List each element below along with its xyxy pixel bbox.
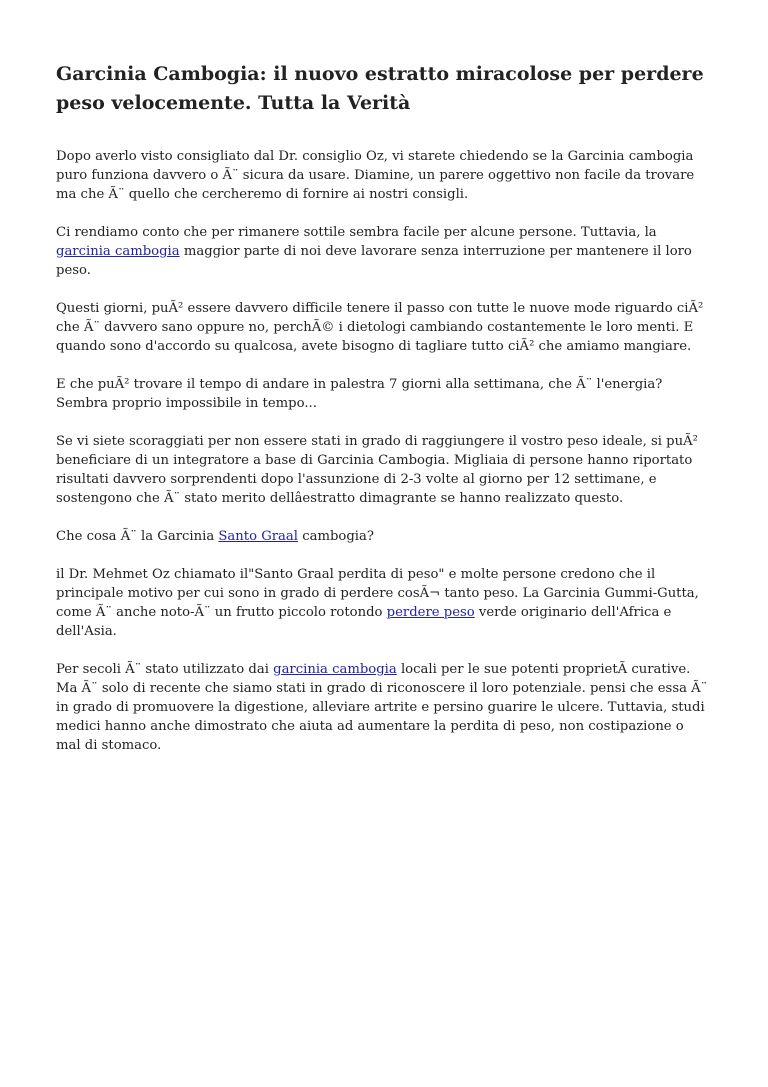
paragraph-text: E che puÃ² trovare il tempo di andare in palestra 7 giorni alla settimana, che Ã¨ l'energia? Sembra proprio impossibile in tempo... xyxy=(56,377,663,411)
santo-graal-link[interactable]: Santo Graal xyxy=(218,529,298,544)
paragraph-text: Dopo averlo visto consigliato dal Dr. consiglio Oz, vi starete chiedendo se la Garcinia cambogia puro funziona davvero o Ã¨ sicura da usare. Diamine, un parere oggettivo non facile da trovare ma che Ã¨ quello che cercheremo di fornire ai nostri consigli. xyxy=(56,149,695,202)
paragraph-text: verde originario dell'Africa e dell'Asia. xyxy=(56,605,672,639)
perdere-peso-link[interactable]: perdere peso xyxy=(386,605,475,620)
paragraph-3 xyxy=(56,299,712,356)
paragraph-4 xyxy=(56,375,712,413)
garcinia-cambogia-link[interactable]: garcinia cambogia xyxy=(273,662,397,677)
paragraph-1 xyxy=(56,147,712,204)
paragraph-text: il Dr. Mehmet Oz chiamato il"Santo Graal perdita di peso" e molte persone credono che il principale motivo per cui sono in grado di perdere cosÃ¬ tanto peso. La Garcinia Gummi-Gutta, come Ã¨ anche noto-Ã¨ un frutto piccolo rotondo xyxy=(56,567,699,620)
page-title: Garcinia Cambogia: il nuovo estratto miracolose per perdere peso velocemente. Tutta la Verità xyxy=(56,63,704,114)
paragraph-5 xyxy=(56,432,712,508)
paragraph-text: Se vi siete scoraggiati per non essere stati in grado di raggiungere il vostro peso ideale, si puÃ² beneficiare di un integratore a base di Garcinia Cambogia. Migliaia di persone hanno riportato risultati davvero sorprendenti dopo l'assunzione di 2-3 volte al giorno per 12 settimane, e sostengono che Ã¨ stato merito dellâestratto dimagrante se hanno realizzato questo. xyxy=(56,434,698,506)
paragraph-text: locali per le sue potenti proprietÃ curative. Ma Ã¨ solo di recente che siamo stati in grado di riconoscere il loro potenziale. pensi che essa Ã¨ in grado di promuovere la digestione, alleviare artrite e persino guarire le ulcere. Tuttavia, studi medici hanno anche dimostrato che aiuta ad aumentare la perdita di peso, non costipazione o mal di stomaco. xyxy=(56,662,708,753)
garcinia-cambogia-link[interactable]: garcinia cambogia xyxy=(56,244,180,259)
paragraph-6 xyxy=(56,527,712,546)
paragraph-8 xyxy=(56,660,712,755)
paragraph-text: maggior parte di noi deve lavorare senza interruzione per mantenere il loro peso. xyxy=(56,244,692,278)
article-body xyxy=(56,147,712,755)
paragraph-text: Ci rendiamo conto che per rimanere sottile sembra facile per alcune persone. Tuttavia, la xyxy=(56,225,657,240)
paragraph-text: Questi giorni, puÃ² essere davvero difficile tenere il passo con tutte le nuove mode riguardo ciÃ² che Ã¨ davvero sano oppure no, perchÃ© i dietologi cambiando costantemente le loro menti. E quando sono d'accordo su qualcosa, avete bisogno di tagliare tutto ciÃ² che amiamo mangiare. xyxy=(56,301,704,354)
paragraph-7 xyxy=(56,565,712,641)
paragraph-2 xyxy=(56,223,712,280)
paragraph-text: Che cosa Ã¨ la Garcinia xyxy=(56,529,219,544)
paragraph-text: cambogia? xyxy=(298,529,374,544)
paragraph-text: Per secoli Ã¨ stato utilizzato dai xyxy=(56,662,274,677)
